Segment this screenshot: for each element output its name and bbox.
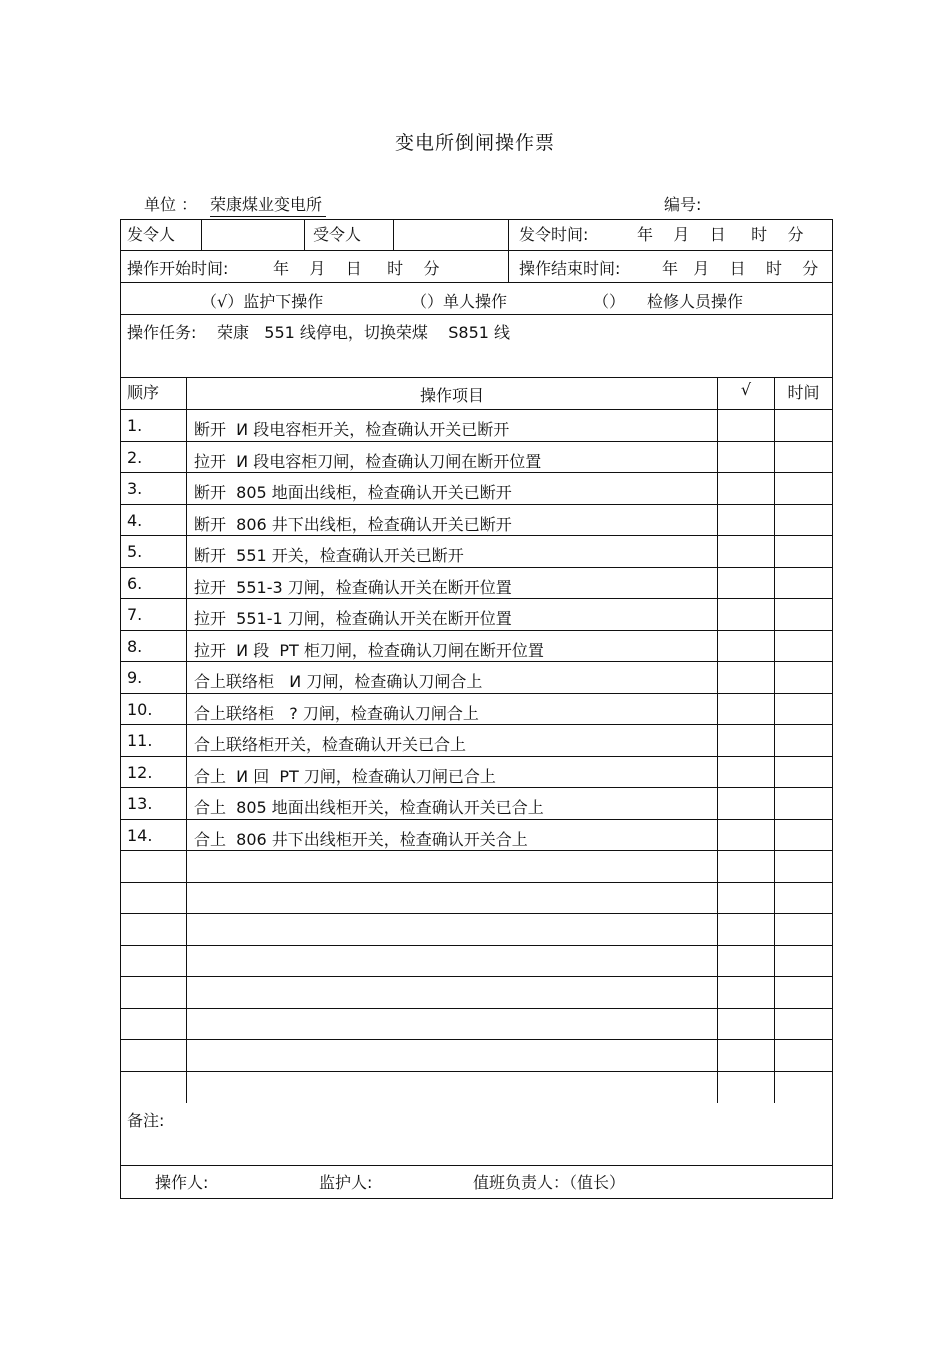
- step-row: [121, 883, 832, 915]
- step-row: [121, 1072, 832, 1104]
- step-check-cell[interactable]: [717, 914, 774, 945]
- step-time-cell[interactable]: [774, 442, 832, 473]
- step-item: 拉开 551-3 刀闸，检查确认开关在断开位置: [194, 577, 512, 597]
- step-seq: 7.: [127, 605, 143, 624]
- step-item-cell: [186, 757, 717, 788]
- task-value: 荣康 551 线停电，切换荣煤 S851 线: [217, 323, 511, 342]
- step-row: [121, 568, 832, 600]
- step-item-cell: [186, 505, 717, 536]
- step-row: [121, 631, 832, 663]
- step-item-cell: [186, 1009, 717, 1040]
- step-check-cell[interactable]: [717, 694, 774, 725]
- step-time-cell[interactable]: [774, 914, 832, 945]
- supervisor-label: 监护人:: [319, 1173, 373, 1192]
- mode-single[interactable]: （）单人操作: [411, 292, 508, 311]
- step-item-cell: [186, 568, 717, 599]
- operation-ticket-table: [120, 219, 833, 1199]
- step-time-cell[interactable]: [774, 1009, 832, 1040]
- step-check-cell[interactable]: [717, 851, 774, 882]
- issuer-field[interactable]: [201, 220, 304, 250]
- step-time-cell[interactable]: [774, 1040, 832, 1071]
- step-time-cell[interactable]: [774, 505, 832, 536]
- step-row: [121, 757, 832, 789]
- remark-row: [121, 1103, 832, 1166]
- step-check-cell[interactable]: [717, 442, 774, 473]
- step-time-cell[interactable]: [774, 568, 832, 599]
- receiver-field[interactable]: [393, 220, 508, 250]
- step-row: [121, 410, 832, 442]
- step-row: [121, 473, 832, 505]
- step-check-cell[interactable]: [717, 1009, 774, 1040]
- end-time-units: 年 月 日 时 分: [662, 259, 819, 278]
- step-item: 合上 806 井下出线柜开关，检查确认开关合上: [194, 829, 528, 849]
- step-check-cell[interactable]: [717, 599, 774, 630]
- step-item-cell: [186, 473, 717, 504]
- step-item-cell: [186, 788, 717, 819]
- step-check-cell[interactable]: [717, 820, 774, 851]
- step-row: [121, 599, 832, 631]
- step-time-cell[interactable]: [774, 788, 832, 819]
- step-item: 合上联络柜 И 刀闸，检查确认刀闸合上: [194, 672, 483, 691]
- step-seq: 13.: [127, 794, 153, 813]
- step-seq: 3.: [127, 479, 143, 498]
- start-time-units: 年 月 日 时 分: [273, 259, 440, 278]
- operation-time-row: [121, 251, 832, 283]
- mode-supervised[interactable]: （√）监护下操作: [201, 292, 324, 311]
- duty-chief-label: 值班负责人：（值长）: [473, 1173, 626, 1192]
- step-item-cell: [186, 914, 717, 945]
- step-seq: 5.: [127, 542, 143, 561]
- step-time-cell[interactable]: [774, 820, 832, 851]
- step-item-cell: [186, 977, 717, 1008]
- step-row: [121, 977, 832, 1009]
- serial-number-label: 编号:: [664, 195, 702, 214]
- step-item-cell: [186, 662, 717, 693]
- step-item-cell: [186, 1072, 717, 1104]
- operation-task-row: [121, 315, 832, 378]
- step-time-cell[interactable]: [774, 410, 832, 441]
- step-row: [121, 788, 832, 820]
- step-item: 拉开 И 段 PT 柜刀闸，检查确认刀闸在断开位置: [194, 640, 544, 660]
- step-check-cell[interactable]: [717, 536, 774, 567]
- signature-row: [121, 1166, 832, 1198]
- step-item-cell: [186, 631, 717, 662]
- issuer-label: 发令人: [127, 225, 176, 244]
- step-item: 合上 805 地面出线柜开关，检查确认开关已合上: [194, 798, 544, 817]
- step-item-cell: [186, 1040, 717, 1071]
- unit-value: 荣康煤业变电所: [210, 192, 326, 217]
- step-row: [121, 442, 832, 474]
- step-row: [121, 1040, 832, 1072]
- issue-time-units: 年 月 日 时 分: [637, 225, 804, 244]
- end-time-label: 操作结束时间:: [519, 259, 621, 278]
- operation-mode-row: [121, 283, 832, 315]
- step-item-cell: [186, 820, 717, 851]
- column-time: 时间: [787, 383, 820, 402]
- step-check-cell[interactable]: [717, 1040, 774, 1071]
- step-time-cell[interactable]: [774, 946, 832, 977]
- step-check-cell[interactable]: [717, 946, 774, 977]
- step-seq: 1.: [127, 416, 143, 435]
- step-item: 合上 И 回 PT 刀闸，检查确认刀闸已合上: [194, 766, 496, 786]
- step-row: [121, 725, 832, 757]
- step-check-cell[interactable]: [717, 725, 774, 756]
- step-row: [121, 694, 832, 726]
- step-check-cell[interactable]: [717, 788, 774, 819]
- step-time-cell[interactable]: [774, 883, 832, 914]
- step-item: 断开 551 开关，检查确认开关已断开: [194, 546, 464, 565]
- step-row: [121, 662, 832, 694]
- step-item-cell: [186, 442, 717, 473]
- mode-maintenance: 检修人员操作: [647, 292, 744, 311]
- step-time-cell[interactable]: [774, 725, 832, 756]
- step-check-cell[interactable]: [717, 662, 774, 693]
- step-time-cell[interactable]: [774, 694, 832, 725]
- step-time-cell[interactable]: [774, 662, 832, 693]
- step-check-cell[interactable]: [717, 410, 774, 441]
- step-check-cell[interactable]: [717, 505, 774, 536]
- step-time-cell[interactable]: [774, 599, 832, 630]
- step-item-cell: [186, 536, 717, 567]
- steps-header-row: [121, 378, 832, 410]
- step-time-cell[interactable]: [774, 1072, 832, 1104]
- step-row: [121, 505, 832, 537]
- unit-label: 单位 ：: [144, 195, 198, 214]
- step-item: 合上联络柜开关，检查确认开关已合上: [194, 735, 467, 754]
- remark-label: 备注:: [127, 1111, 165, 1130]
- step-seq: 9.: [127, 668, 143, 687]
- step-check-cell[interactable]: [717, 631, 774, 662]
- step-check-cell[interactable]: [717, 883, 774, 914]
- step-item-cell: [186, 599, 717, 630]
- step-item: 合上联络柜 ? 刀闸，检查确认刀闸合上: [194, 703, 479, 723]
- step-item-cell: [186, 694, 717, 725]
- steps-list: [121, 410, 832, 1103]
- step-item-cell: [186, 725, 717, 756]
- step-check-cell[interactable]: [717, 473, 774, 504]
- step-item: 拉开 И 段电容柜刀闸，检查确认刀闸在断开位置: [194, 451, 542, 471]
- step-item-cell: [186, 851, 717, 882]
- step-item: 断开 806 井下出线柜，检查确认开关已断开: [194, 514, 512, 534]
- step-seq: 12.: [127, 762, 153, 782]
- step-row: [121, 914, 832, 946]
- step-time-cell[interactable]: [774, 631, 832, 662]
- step-item: 拉开 551-1 刀闸，检查确认开关在断开位置: [194, 609, 512, 628]
- step-check-cell[interactable]: [717, 977, 774, 1008]
- step-seq: 8.: [127, 636, 143, 656]
- step-item-cell: [186, 946, 717, 977]
- step-time-cell[interactable]: [774, 977, 832, 1008]
- step-seq: 2.: [127, 447, 143, 467]
- issuer-row: [121, 220, 832, 251]
- step-check-cell[interactable]: [717, 1072, 774, 1104]
- step-row: [121, 851, 832, 883]
- step-item: 断开 805 地面出线柜，检查确认开关已断开: [194, 483, 512, 502]
- step-seq: 11.: [127, 731, 153, 750]
- operator-label: 操作人:: [155, 1173, 209, 1192]
- step-item-cell: [186, 410, 717, 441]
- step-seq: 4.: [127, 510, 143, 530]
- step-time-cell[interactable]: [774, 473, 832, 504]
- step-row: [121, 1009, 832, 1041]
- step-item-cell: [186, 883, 717, 914]
- issue-time-label: 发令时间:: [519, 225, 589, 244]
- task-label: 操作任务:: [127, 323, 197, 342]
- step-row: [121, 820, 832, 852]
- receiver-label: 受令人: [313, 225, 362, 244]
- document-title: 变电所倒闸操作票: [394, 132, 555, 154]
- mode-maintenance-mark[interactable]: （）: [593, 292, 626, 311]
- unit-row: [120, 192, 832, 218]
- step-check-cell[interactable]: [717, 568, 774, 599]
- step-seq: 10.: [127, 699, 153, 719]
- step-item: 断开 И 段电容柜开关，检查确认开关已断开: [194, 420, 510, 439]
- column-seq: 顺序: [127, 383, 160, 402]
- column-item: 操作项目: [419, 386, 484, 405]
- column-check: √: [740, 380, 752, 399]
- step-seq: 14.: [127, 825, 153, 845]
- step-row: [121, 536, 832, 568]
- step-time-cell[interactable]: [774, 851, 832, 882]
- step-row: [121, 946, 832, 978]
- start-time-label: 操作开始时间:: [127, 259, 229, 278]
- step-time-cell[interactable]: [774, 536, 832, 567]
- step-check-cell[interactable]: [717, 757, 774, 788]
- step-seq: 6.: [127, 573, 143, 593]
- step-time-cell[interactable]: [774, 757, 832, 788]
